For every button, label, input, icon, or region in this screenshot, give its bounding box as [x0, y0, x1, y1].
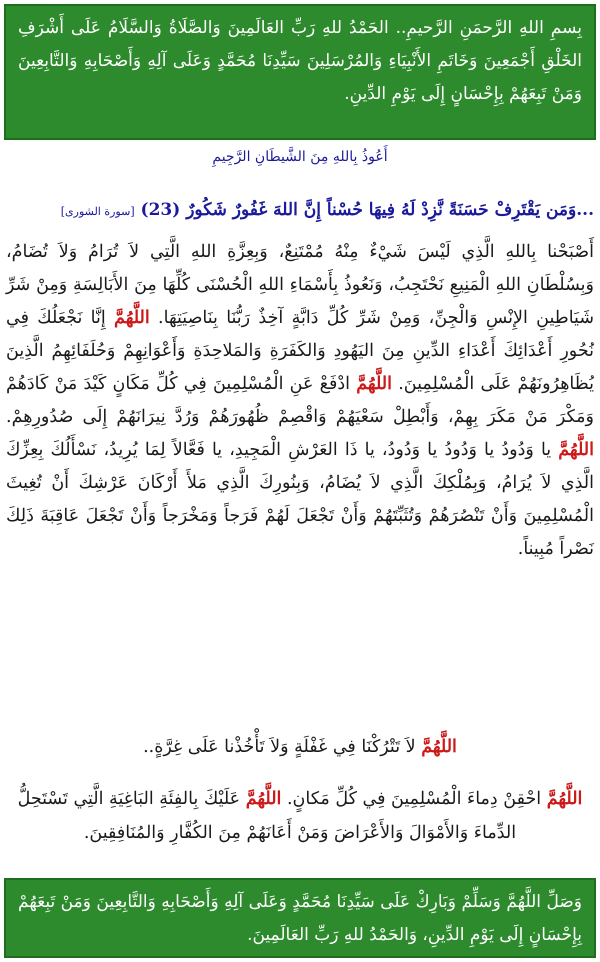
main-text-1: أَصْبَحْنا بِاللهِ الَّذِي لَيْسَ شَيْءٌ مِنْهُ مُمْتَنِعٌ، وَبِعِزَّةِ اللهِ الَّتِي لاَ تُرَامُ وَلاَ تُضَامُ، وَبِسُلْطَانِ اللهِ الْمَنِيعِ نَحْتَجِبُ، وَنَعُوذُ بِأَسْمَاءِ اللهِ الْحُسْنَى كُلِّهَا مِنَ الأَبَالِسَةِ وَمِنْ شَرِّ شَيَاطِينِ الإِنْسِ وَالْجِنِّ، وَمِنْ شَرِّ كُلِّ دَابَّةٍ آخِذٌ رَبُّنَا بِنَاصِيَتِهَا.: [6, 242, 595, 328]
final-text-1: احْقِنْ دِماءَ الْمُسْلِمِينَ فِي كُلِّ مَكانٍ.: [286, 789, 542, 809]
main-text-3: ادْفَعْ عَنِ الْمُسْلِمِينَ فِي كُلِّ مَكَانٍ كَيْدَ مَنْ كَادَهُمْ وَمَكْرَ مَنْ مَكَرَ بِهِمْ، وَأَبْطِلْ سَعْيَهُمْ وَاقْصِمْ ظُهُورَهُمْ وَرُدَّ نِيرَانَهُمْ إِلَى صُدُورِهِمْ.: [6, 374, 594, 427]
header-text: بِسمِ اللهِ الرَّحمَنِ الرَّحيمِ.. الحَمْدُ للهِ رَبِّ العَالَمِينَ وَالصَّلَاةُ وَالسَّلَامُ عَلَى أَشْرَفِ الخَلْقِ أَجْمَعِينَ وَخَاتَمِ الأَنْبِيَاءِ وَالمُرْسَلِينَ سَيِّدِنَا مُحَمَّدٍ وَعَلَى آلِهِ وَأَصْحَابِهِ وَالتَّابِعِينَ وَمَنْ تَبِعَهُمْ بِإِحْسَانٍ إِلَى يَوْمِ الدِّينِ.: [18, 18, 582, 104]
taawudh-line: أَعُوذُ بِاللهِ مِنَ الشَّيطَانِ الرَّجِيمِ: [212, 149, 388, 165]
allahumma-highlight: اللَّهُمَّ: [421, 737, 457, 757]
allahumma-highlight: اللَّهُمَّ: [558, 440, 594, 460]
allahumma-highlight: اللَّهُمَّ: [114, 308, 150, 328]
allahumma-highlight: اللَّهُمَّ: [245, 789, 282, 809]
quran-verse: [6, 196, 594, 226]
dua-line: [0, 732, 600, 762]
verse-text: ...وَمَن يَقْتَرِفْ حَسَنَةً نَّزِدْ لَهُ فِيهَا حُسْناً إِنَّ اللهَ غَفُورٌ شَكُورٌ (23): [140, 200, 594, 220]
final-text-2: عَلَيْكَ بِالفِئَةِ البَاغِيَةِ الَّتِي تَسْتَحِلُّ الدِّماءَ وَالأَمْوَالَ وَالأَعْرَاضَ وَمَنْ أَعَانَهُمْ مِنَ الكُفَّارِ وَالمُنَافِقِينَ.: [17, 789, 517, 843]
header-box: [4, 4, 596, 140]
main-text-2: إِنَّا نَجْعَلُكَ فِي نُحُورِ أَعْدَائِكَ أَعْدَاءِ الدِّينِ مِنَ اليَهُودِ وَالكَفَرَةِ وَالمَلاحِدَةِ وَأَعْوَانِهِمْ وَحُلَفَائِهِمُ الَّذِينَ يُظَاهِرُونَهُمْ عَلَى الْمُسْلِمِينَ.: [6, 308, 594, 394]
main-text-4: يا وَدُودُ يا وَدُودُ يا وَدُودُ، يا ذَا العَرْشِ الْمَجِيدِ، يا فَعَّالاً لِمَا يُرِيدُ، نَسْأَلُكَ بِعِزِّكَ الَّذِي لاَ يُرَامُ، وَبِمُلْكِكَ الَّذِي لاَ يُضَامُ، وَبِنُورِكَ الَّذِي مَلأَ أَرْكَانَ عَرْشِكَ أَنْ تُغِيثَ الْمُسْلِمِينَ وَأَنْ تَنْصُرَهُمْ وَتُثَبِّتَهُمْ وَأَنْ تَجْعَلَ لَهُمْ فَرَجاً وَمَخْرَجاً وَأَنْ تَجْعَلَ عَاقِبَةَ ذَلِكَ نَصْراً مُبِيناً.: [6, 440, 594, 559]
main-paragraph: [6, 236, 594, 566]
final-paragraph: [14, 782, 586, 850]
footer-box: [4, 878, 596, 958]
allahumma-highlight: اللَّهُمَّ: [546, 789, 583, 809]
dua-line-text: لاَ تَتْرُكْنَا فِي غَفْلَةٍ وَلاَ تَأْخُذْنا عَلَى غِرَّةٍ..: [143, 737, 416, 757]
verse-reference: [سورة الشورى]: [60, 205, 135, 218]
allahumma-highlight: اللَّهُمَّ: [356, 374, 392, 394]
footer-text: وَصَلِّ اللَّهُمَّ وَسَلِّمْ وَبَارِكْ عَلَى سَيِّدِنَا مُحَمَّدٍ وَعَلَى آلِهِ وَأَصْحَابِهِ وَالتَّابِعِينَ وَمَنْ تَبِعَهُمْ بِإِحْسَانٍ إِلَى يَوْمِ الدِّينِ، وَالحَمْدُ للهِ رَبِّ العَالَمِينَ.: [18, 892, 582, 945]
